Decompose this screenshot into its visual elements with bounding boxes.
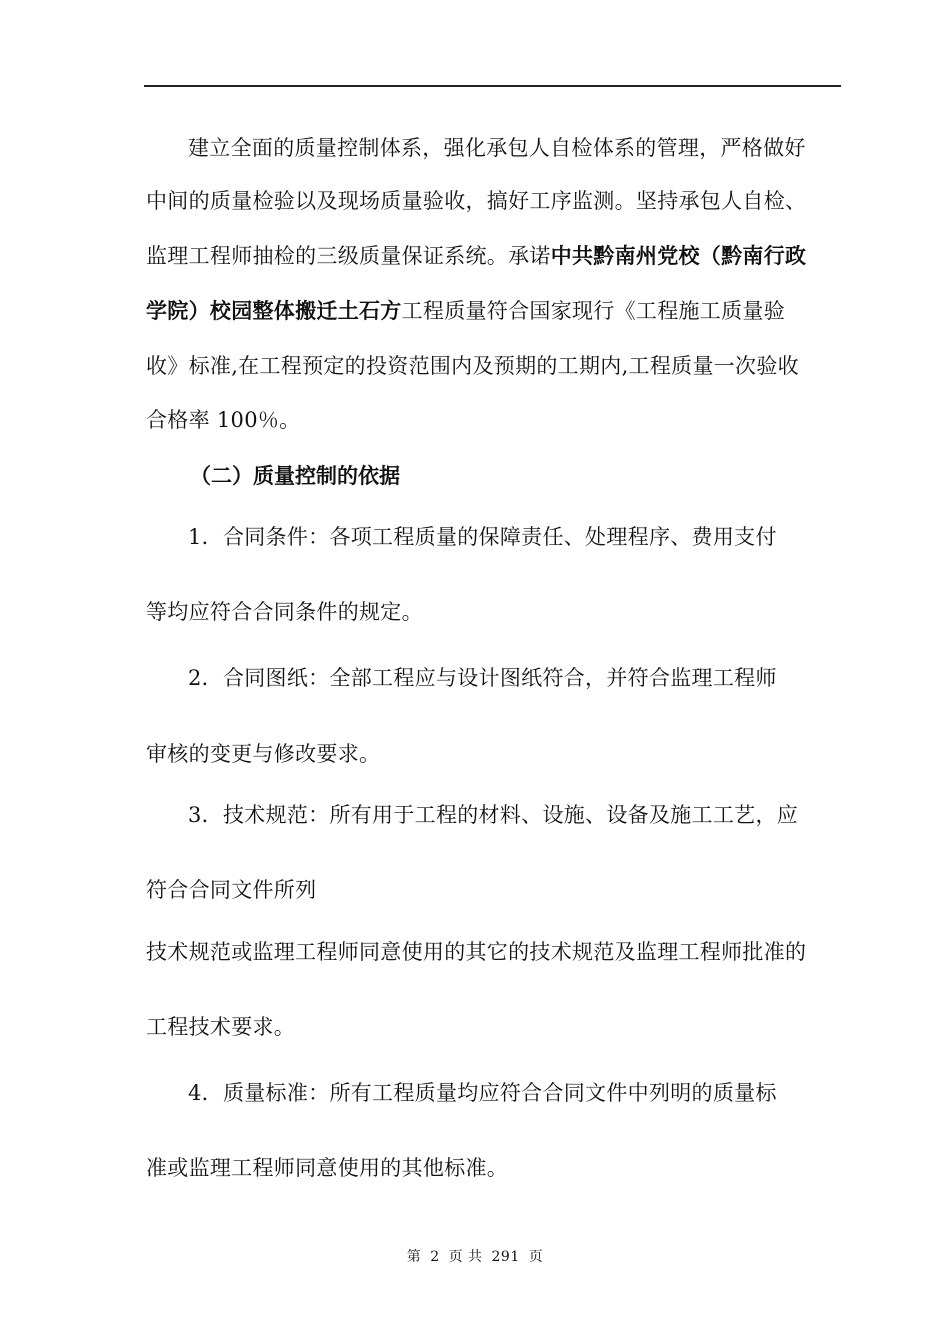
project-name-part-1: 中共黔南州党校（黔南行政 [550, 243, 807, 268]
item-4-line-1: 4．质量标准：所有工程质量均应符合合同文件中列明的质量标 [188, 1081, 777, 1105]
footer-suffix: 页 [528, 1249, 544, 1265]
footer-total-pages: 291 [491, 1249, 520, 1265]
paragraph-1-line-3-text: 监理工程师抽检的三级质量保证系统。承诺 [146, 244, 551, 268]
item-1-line-2: 等均应符合合同条件的规定。 [146, 600, 423, 624]
item-4-line-2: 准或监理工程师同意使用的其他标准。 [146, 1156, 509, 1180]
footer-mid: 页 共 [448, 1249, 483, 1265]
paragraph-1-line-6: 合格率 100％。 [146, 408, 301, 432]
paragraph-1-line-2: 中间的质量检验以及现场质量验收，搞好工序监测。坚持承包人自检、 [146, 189, 807, 213]
paragraph-1-line-1: 建立全面的质量控制体系，强化承包人自检体系的管理，严格做好 [188, 136, 806, 160]
section-heading: （二）质量控制的依据 [190, 463, 400, 488]
header-rule [144, 85, 841, 87]
item-2-line-2: 审核的变更与修改要求。 [146, 742, 381, 766]
paragraph-1-line-4-text: 工程质量符合国家现行《工程施工质量验 [401, 299, 786, 323]
page-footer [0, 1246, 950, 1266]
footer-page-number: 2 [430, 1249, 440, 1265]
item-1-line-1: 1．合同条件：各项工程质量的保障责任、处理程序、费用支付 [188, 525, 777, 549]
item-3-line-4: 工程技术要求。 [146, 1015, 296, 1039]
paragraph-1-line-5: 收》标准,在工程预定的投资范围内及预期的工期内,工程质量一次验收 [146, 354, 799, 378]
footer-prefix: 第 [406, 1249, 422, 1265]
paragraph-1-line-3 [146, 242, 806, 270]
paragraph-1-line-4 [146, 297, 785, 325]
item-3-line-2: 符合合同文件所列 [146, 878, 317, 902]
project-name-part-2: 学院）校园整体搬迁土石方 [146, 298, 402, 323]
item-3-line-1: 3．技术规范：所有用于工程的材料、设施、设备及施工工艺，应 [188, 803, 799, 827]
item-3-line-3: 技术规范或监理工程师同意使用的其它的技术规范及监理工程师批准的 [146, 940, 807, 964]
item-2-line-1: 2．合同图纸：全部工程应与设计图纸符合，并符合监理工程师 [188, 666, 777, 690]
